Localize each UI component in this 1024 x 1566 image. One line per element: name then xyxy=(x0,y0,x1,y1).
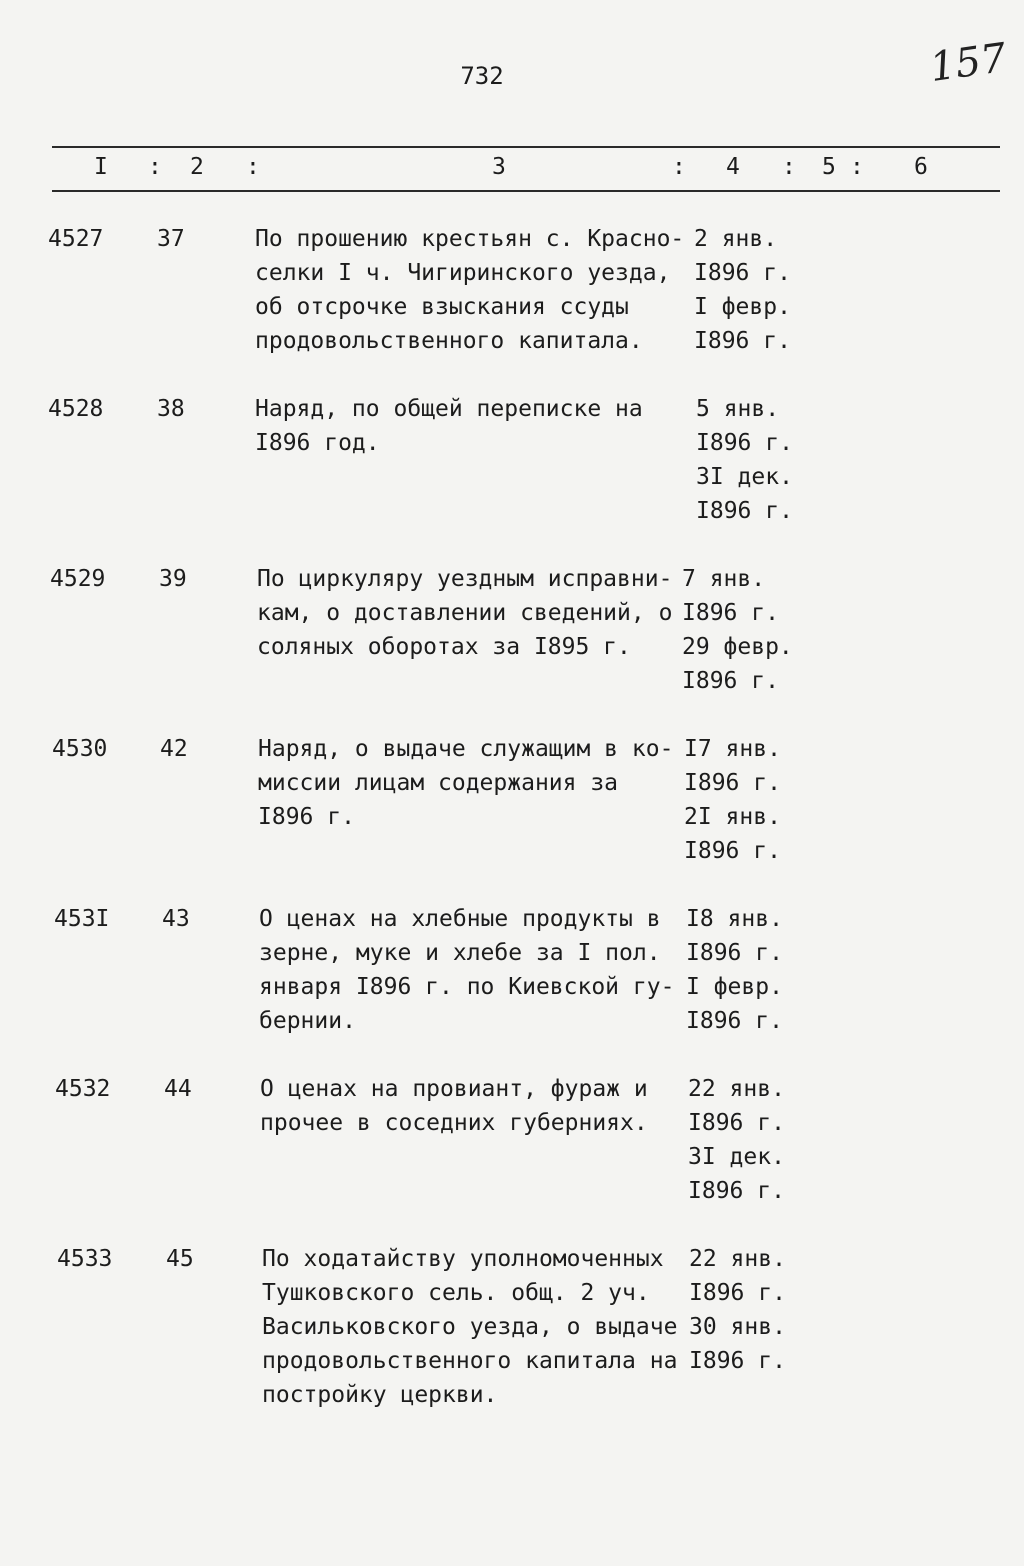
page-number: 732 xyxy=(460,62,504,90)
entry-title-line: об отсрочке взыскания ссуды xyxy=(255,294,629,320)
entry-date-line: I896 г. xyxy=(689,1280,786,1306)
entry-number: 453I xyxy=(54,906,110,932)
entry-date-line: 3I дек. xyxy=(696,464,793,490)
entry-title xyxy=(259,902,689,1038)
entry-sub-number: 43 xyxy=(162,906,190,932)
entry-title xyxy=(255,222,685,358)
entry-date-line: 3I дек. xyxy=(688,1144,785,1170)
entry-title-line: I896 г. xyxy=(258,804,355,830)
entry-title-line: Васильковского уезда, о выдаче xyxy=(262,1314,678,1340)
entry-date-line: I896 г. xyxy=(682,668,779,694)
entry-date-line: I896 г. xyxy=(689,1348,786,1374)
entry-title-line: О ценах на хлебные продукты в xyxy=(259,906,661,932)
entry-title xyxy=(257,562,687,664)
entry-date-line: 22 янв. xyxy=(688,1076,785,1102)
entry-date-line: I февр. xyxy=(686,974,783,1000)
entry-date-line: I8 янв. xyxy=(686,906,783,932)
entry-date-line: 5 янв. xyxy=(696,396,780,422)
entry-title-line: зерне, муке и хлебе за I пол. xyxy=(259,940,661,966)
entry-date-line: I896 г. xyxy=(686,940,783,966)
header-col-3: 3 xyxy=(492,154,506,180)
entry-title xyxy=(260,1072,690,1140)
entry-sub-number: 45 xyxy=(166,1246,194,1272)
entry-dates xyxy=(694,222,791,358)
entry-number: 4527 xyxy=(48,226,104,252)
entry-title xyxy=(255,392,685,460)
entry-title-line: Тушковского сель. общ. 2 уч. xyxy=(262,1280,650,1306)
entry-number: 4532 xyxy=(55,1076,111,1102)
table-header-top-rule xyxy=(52,146,1000,148)
entry-title-line: По прошению крестьян с. Красно- xyxy=(255,226,685,252)
entry-dates xyxy=(696,392,793,528)
handwritten-sheet-number: 157 xyxy=(927,34,1010,92)
entry-title-line: продовольственного капитала на xyxy=(262,1348,678,1374)
entry-title-line: I896 год. xyxy=(255,430,380,456)
entry-date-line: 29 февр. xyxy=(682,634,793,660)
entry-number: 4529 xyxy=(50,566,106,592)
entry-date-line: 30 янв. xyxy=(689,1314,786,1340)
entry-number: 4533 xyxy=(57,1246,113,1272)
entry-date-line: I7 янв. xyxy=(684,736,781,762)
entry-dates xyxy=(686,902,783,1038)
header-separator: : xyxy=(672,154,686,180)
entry-date-line: I896 г. xyxy=(696,498,793,524)
entry-date-line: 22 янв. xyxy=(689,1246,786,1272)
entry-date-line: I896 г. xyxy=(694,328,791,354)
entry-date-line: I896 г. xyxy=(688,1110,785,1136)
header-separator: : xyxy=(246,154,260,180)
entry-date-line: I896 г. xyxy=(688,1178,785,1204)
entry-date-line: I896 г. xyxy=(684,770,781,796)
header-separator: : xyxy=(850,154,864,180)
entry-sub-number: 38 xyxy=(157,396,185,422)
entry-dates xyxy=(682,562,793,698)
entry-number: 4528 xyxy=(48,396,104,422)
entry-sub-number: 39 xyxy=(159,566,187,592)
entry-date-line: I896 г. xyxy=(682,600,779,626)
entry-date-line: I896 г. xyxy=(684,838,781,864)
entry-date-line: I896 г. xyxy=(696,430,793,456)
entry-title-line: продовольственного капитала. xyxy=(255,328,643,354)
entry-number: 4530 xyxy=(52,736,108,762)
entry-sub-number: 44 xyxy=(164,1076,192,1102)
entry-date-line: I896 г. xyxy=(694,260,791,286)
entry-dates xyxy=(689,1242,786,1378)
entry-title-line: миссии лицам содержания за xyxy=(258,770,619,796)
entry-title-line: кам, о доставлении сведений, о xyxy=(257,600,673,626)
entry-date-line: I февр. xyxy=(694,294,791,320)
entry-sub-number: 42 xyxy=(160,736,188,762)
entry-title-line: По ходатайству уполномоченных xyxy=(262,1246,664,1272)
entry-sub-number: 37 xyxy=(157,226,185,252)
header-col-5: 5 xyxy=(822,154,836,180)
entry-title xyxy=(262,1242,692,1412)
entry-date-line: 2I янв. xyxy=(684,804,781,830)
entry-title-line: Наряд, о выдаче служащим в ко- xyxy=(258,736,674,762)
entry-dates xyxy=(688,1072,785,1208)
entry-title-line: селки I ч. Чигиринского уезда, xyxy=(255,260,671,286)
entry-date-line: 2 янв. xyxy=(694,226,778,252)
header-col-4: 4 xyxy=(726,154,740,180)
entry-title-line: По циркуляру уездным исправни- xyxy=(257,566,673,592)
header-separator: : xyxy=(148,154,162,180)
entry-date-line: I896 г. xyxy=(686,1008,783,1034)
header-col-6: 6 xyxy=(914,154,928,180)
header-separator: : xyxy=(782,154,796,180)
entry-title-line: О ценах на провиант, фураж и xyxy=(260,1076,648,1102)
header-col-2: 2 xyxy=(190,154,204,180)
entry-title-line: бернии. xyxy=(259,1008,356,1034)
header-col-1: I xyxy=(94,154,108,180)
entry-title-line: Наряд, по общей переписке на xyxy=(255,396,643,422)
entry-title xyxy=(258,732,688,834)
entry-date-line: 7 янв. xyxy=(682,566,766,592)
entry-title-line: января I896 г. по Киевской гу- xyxy=(259,974,675,1000)
entry-dates xyxy=(684,732,781,868)
entry-title-line: соляных оборотах за I895 г. xyxy=(257,634,631,660)
table-header-bottom-rule xyxy=(52,190,1000,192)
entry-title-line: постройку церкви. xyxy=(262,1382,498,1408)
entry-title-line: прочее в соседних губерниях. xyxy=(260,1110,648,1136)
